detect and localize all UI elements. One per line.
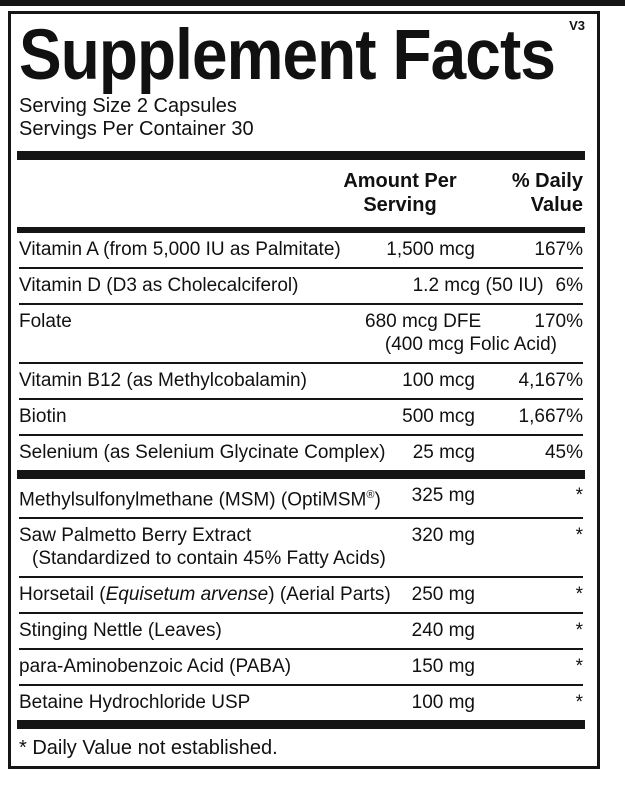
ingredient-row xyxy=(19,517,583,576)
ingredient-name: Vitamin A (from 5,000 IU as Palmitate) xyxy=(19,238,341,260)
ingredient-amount: 325 mg xyxy=(411,484,475,506)
header-dv-line1: % Daily xyxy=(511,170,583,193)
ingredient-amount: 680 mcg DFE xyxy=(365,310,482,332)
ingredient-row-main xyxy=(19,691,583,714)
ingredient-row-main xyxy=(19,583,583,606)
ingredient-name: Horsetail (Equisetum arvense) (Aerial Parts) xyxy=(19,584,391,606)
ingredient-row xyxy=(19,479,583,517)
ingredient-daily-value: 1,667% xyxy=(518,405,583,427)
ingredient-name: Folate xyxy=(19,310,72,332)
ingredient-daily-value: * xyxy=(575,620,583,642)
ingredient-name: Biotin xyxy=(19,405,67,427)
ingredient-name: Saw Palmetto Berry Extract xyxy=(19,525,252,547)
ingredient-name: Vitamin D (D3 as Cholecalciferol) xyxy=(19,274,299,296)
ingredient-row xyxy=(19,576,583,612)
ingredient-daily-value: * xyxy=(575,584,583,606)
ingredient-daily-value: * xyxy=(575,525,583,547)
ingredient-row xyxy=(19,362,583,398)
ingredient-daily-value: 6% xyxy=(555,274,583,296)
daily-value-footnote: * Daily Value not established. xyxy=(19,736,278,759)
ingredient-amount: 240 mg xyxy=(411,620,475,642)
ingredient-row-main xyxy=(19,405,583,428)
ingredient-daily-value: 167% xyxy=(534,238,583,260)
label-box xyxy=(8,11,600,769)
ingredient-amount: 100 mcg xyxy=(402,369,475,391)
ingredient-name: para-Aminobenzoic Acid (PABA) xyxy=(19,656,292,678)
version-tag: V3 xyxy=(569,18,585,33)
ingredient-amount-line2: (400 mcg Folic Acid) xyxy=(384,333,557,355)
ingredient-row-main xyxy=(19,310,583,333)
botanicals-section xyxy=(19,479,583,720)
ingredient-daily-value: * xyxy=(575,692,583,714)
header-percent-daily-value xyxy=(475,169,583,217)
ingredient-daily-value: 4,167% xyxy=(518,369,583,391)
ingredient-daily-value: 45% xyxy=(544,441,583,463)
ingredient-daily-value: * xyxy=(575,656,583,678)
ingredient-row xyxy=(19,303,583,362)
ingredient-amount: 150 mg xyxy=(411,656,475,678)
thick-divider-top xyxy=(17,151,585,160)
top-edge-strip xyxy=(0,0,625,6)
ingredient-row xyxy=(19,684,583,720)
ingredient-amount: 25 mcg xyxy=(412,441,475,463)
header-amount-line2: Serving xyxy=(363,194,437,217)
vitamins-section xyxy=(19,233,583,470)
ingredient-row xyxy=(19,233,583,267)
title-row xyxy=(19,14,585,95)
header-dv-line2: Value xyxy=(530,194,583,217)
ingredient-amount: 1.2 mcg (50 IU) xyxy=(412,274,544,296)
ingredient-row-main xyxy=(19,238,583,261)
ingredient-name: Selenium (as Selenium Glycinate Complex) xyxy=(19,441,386,463)
ingredient-row xyxy=(19,648,583,684)
ingredient-row xyxy=(19,267,583,303)
ingredient-row-main xyxy=(19,369,583,392)
ingredient-name: Methylsulfonylmethane (MSM) (OptiMSM®) xyxy=(19,488,381,511)
thick-divider-middle xyxy=(17,470,585,479)
ingredient-name: Vitamin B12 (as Methylcobalamin) xyxy=(19,369,307,391)
serving-size: Serving Size 2 Capsules xyxy=(19,95,237,118)
ingredient-row-main xyxy=(19,619,583,642)
ingredient-row xyxy=(19,612,583,648)
ingredient-amount: 250 mg xyxy=(411,584,475,606)
ingredient-row-main xyxy=(19,655,583,678)
ingredient-row-main xyxy=(19,484,583,511)
table-header xyxy=(19,160,583,227)
ingredient-row xyxy=(19,434,583,470)
ingredient-row-main xyxy=(19,274,583,297)
ingredient-amount: 320 mg xyxy=(411,525,475,547)
serving-block xyxy=(19,95,583,141)
ingredient-name-line2: (Standardized to contain 45% Fatty Acids) xyxy=(32,548,386,570)
ingredient-name: Stinging Nettle (Leaves) xyxy=(19,620,222,642)
ingredient-row-main xyxy=(19,441,583,464)
ingredient-amount: 500 mcg xyxy=(402,405,475,427)
servings-per-container: Servings Per Container 30 xyxy=(19,118,254,141)
thick-divider-bottom xyxy=(17,720,585,729)
ingredient-row xyxy=(19,398,583,434)
ingredient-row-main xyxy=(19,524,583,547)
ingredient-daily-value: * xyxy=(575,484,583,506)
ingredient-amount-dv-group xyxy=(413,274,583,297)
ingredient-amount: 1,500 mcg xyxy=(386,238,475,260)
header-amount-line1: Amount Per xyxy=(343,170,457,193)
header-amount-per-serving xyxy=(325,169,475,217)
label-title: Supplement Facts xyxy=(19,16,555,95)
ingredient-amount: 100 mg xyxy=(411,692,475,714)
ingredient-name: Betaine Hydrochloride USP xyxy=(19,692,251,714)
ingredient-daily-value: 170% xyxy=(534,310,583,332)
